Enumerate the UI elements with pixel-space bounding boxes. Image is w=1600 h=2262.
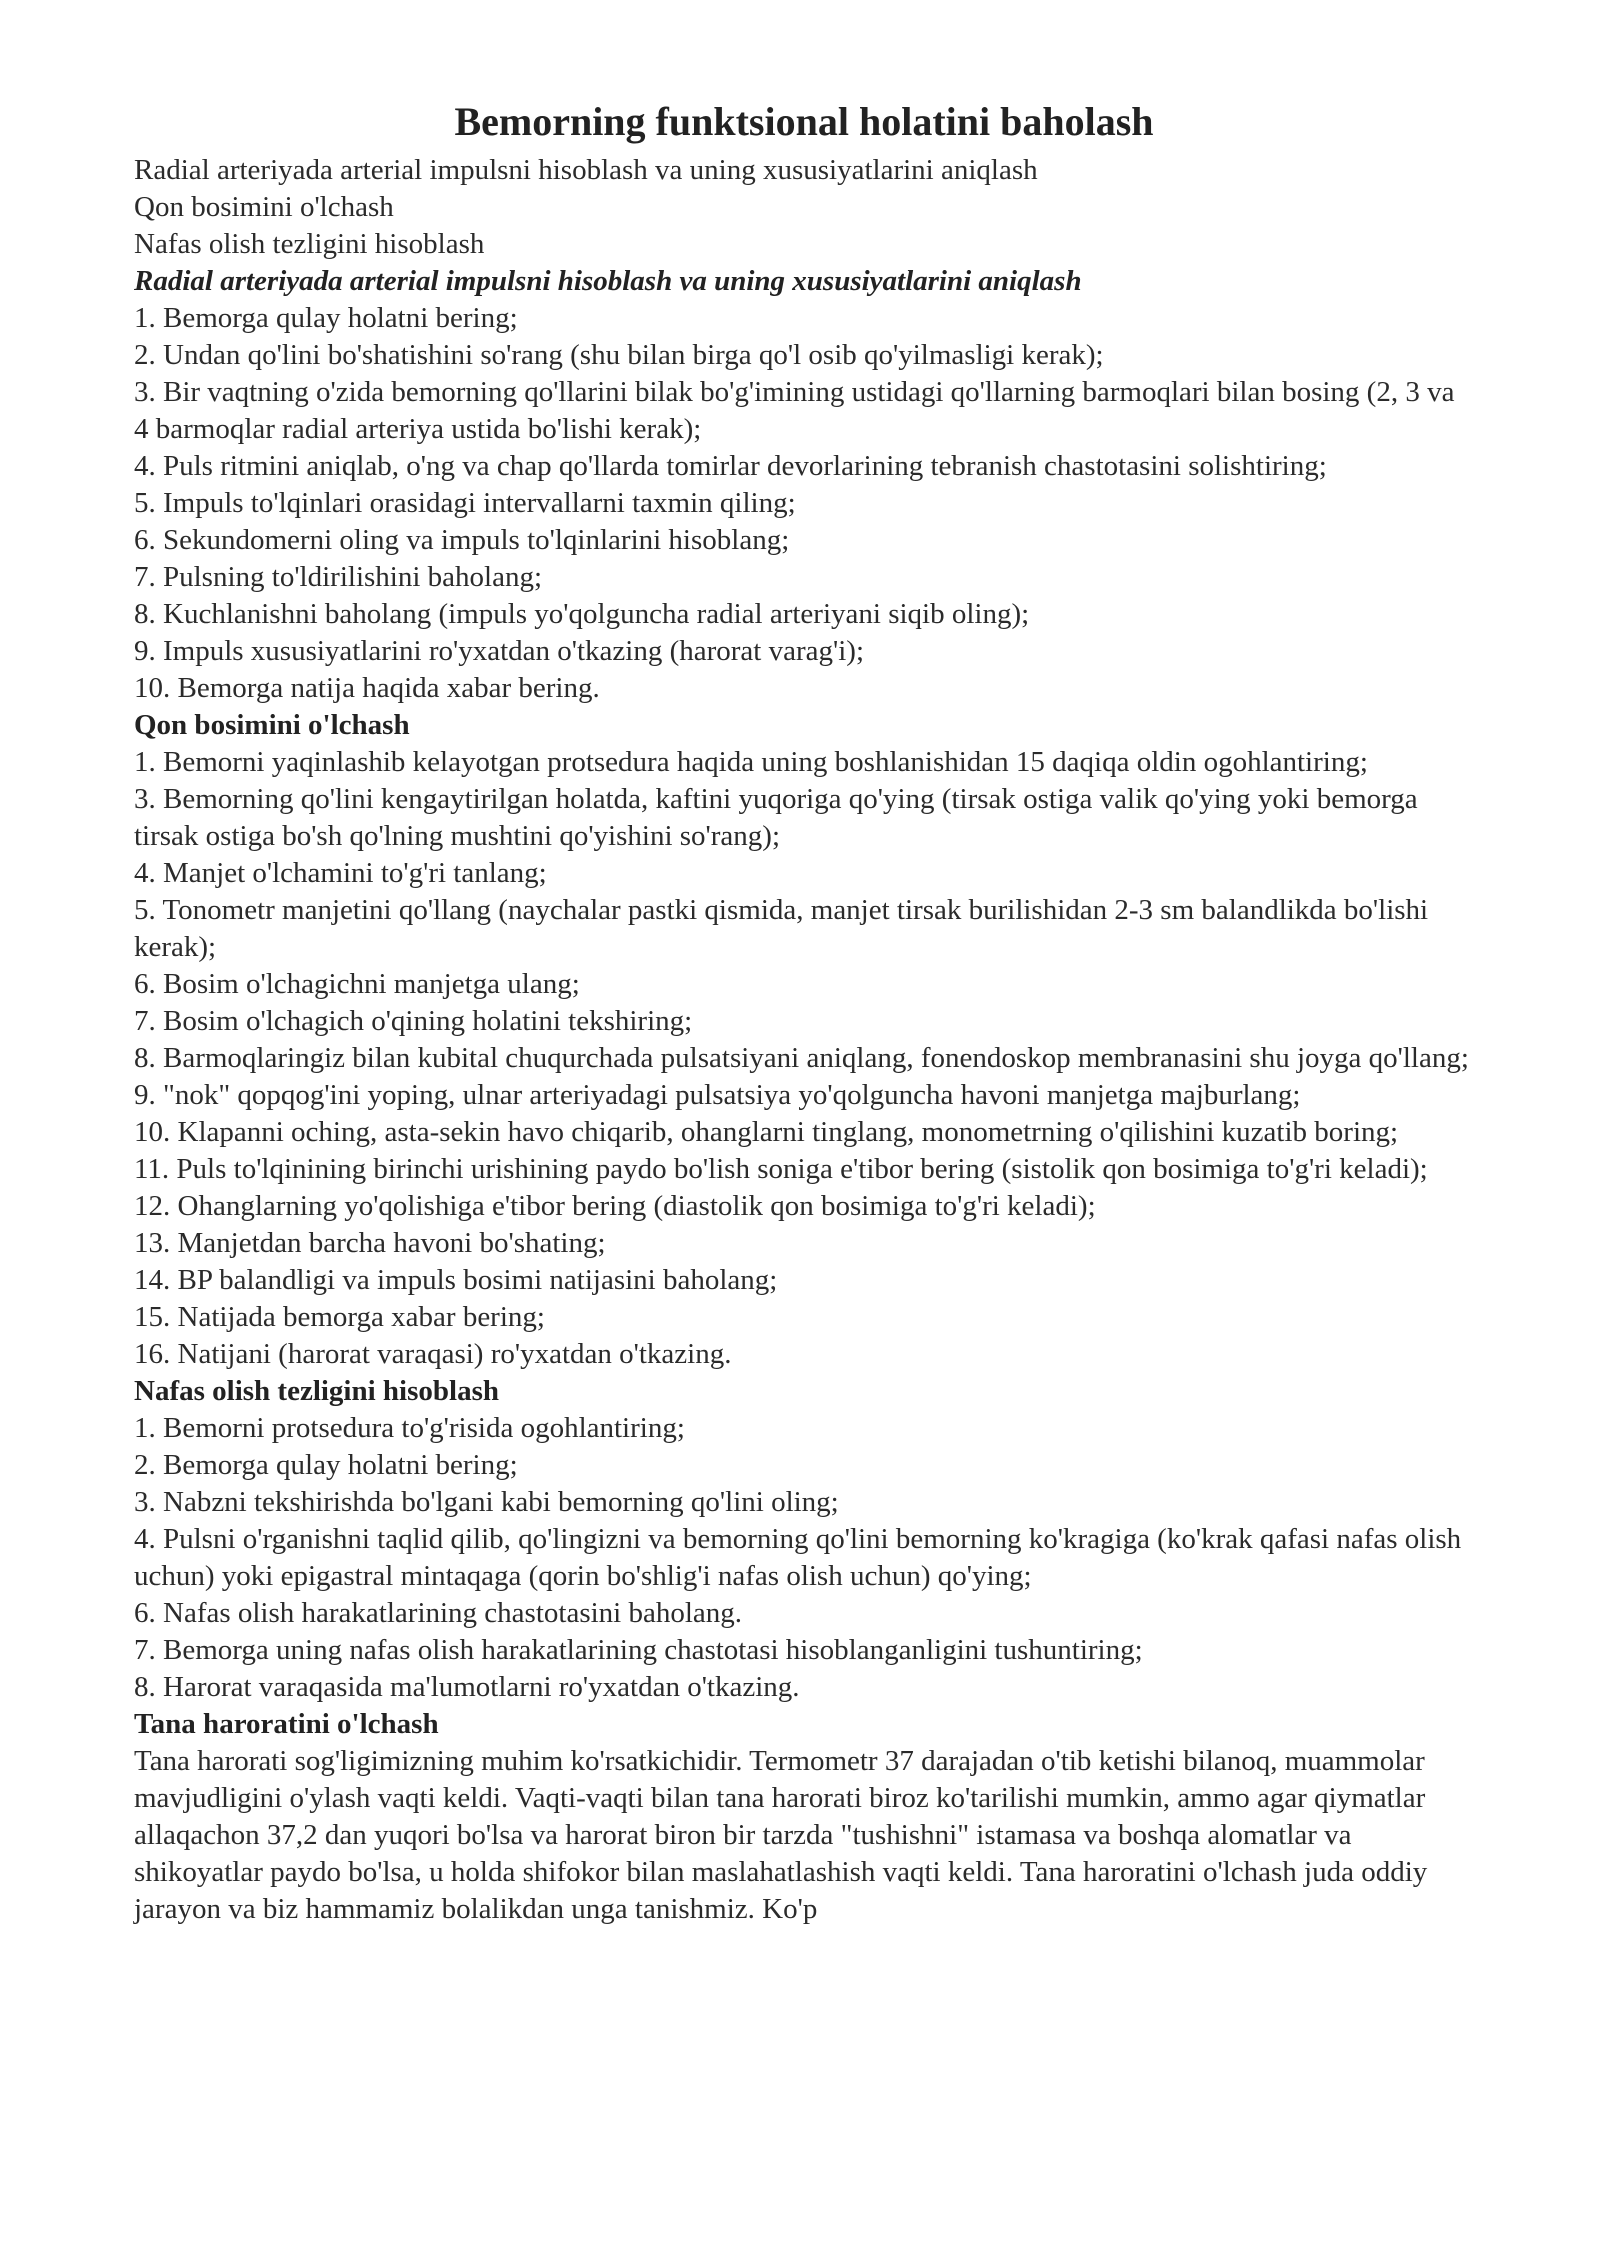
list-item: 3. Nabzni tekshirishda bo'lgani kabi bemorning qo'lini oling; [134,1486,839,1518]
list-item: 14. BP balandligi va impuls bosimi natijasini baholang; [134,1264,778,1296]
list-item: 5. Tonometr manjetini qo'llang (naychalar pastki qismida, manjet tirsak burilishidan 2-3 sm balandlikda bo'lishi kerak); [134,894,1429,963]
list-item: 2. Undan qo'lini bo'shatishini so'rang (shu bilan birga qo'l osib qo'yilmasligi kerak); [134,339,1104,371]
section-heading: Tana haroratini o'lchash [134,1708,439,1740]
toc-item: Radial arteriyada arterial impulsni hisoblash va uning xususiyatlarini aniqlash [134,154,1038,186]
list-item: 13. Manjetdan barcha havoni bo'shating; [134,1227,606,1259]
list-item: 7. Bosim o'lchagich o'qining holatini tekshiring; [134,1005,693,1037]
section-radial-pulse [134,263,1474,707]
document-content [134,96,1474,1928]
list-item: 16. Natijani (harorat varaqasi) ro'yxatdan o'tkazing. [134,1338,732,1370]
list-item: 9. Impuls xususiyatlarini ro'yxatdan o'tkazing (harorat varag'i); [134,635,864,667]
list-item: 11. Puls to'lqinining birinchi urishining paydo bo'lish soniga e'tibor bering (sistolik qon bosimiga to'g'ri keladi); [134,1153,1428,1185]
list-item: 10. Bemorga natija haqida xabar bering. [134,672,600,704]
section-body-temperature [134,1706,1474,1928]
list-item: 6. Sekundomerni oling va impuls to'lqinlarini hisoblang; [134,524,790,556]
section-blood-pressure [134,707,1474,1373]
list-item: 7. Pulsning to'ldirilishini baholang; [134,561,543,593]
list-item: 10. Klapanni oching, asta-sekin havo chiqarib, ohanglarni tinglang, monometrning o'qilishini kuzatib boring; [134,1116,1399,1148]
list-item: 6. Bosim o'lchagichni manjetga ulang; [134,968,580,1000]
list-item: 1. Bemorni yaqinlashib kelayotgan protsedura haqida uning boshlanishidan 15 daqiqa oldin ogohlantiring; [134,746,1368,778]
list-item: 1. Bemorga qulay holatni bering; [134,302,518,334]
body-paragraph: Tana harorati sog'ligimizning muhim ko'rsatkichidir. Termometr 37 darajadan o'tib ketishi bilanoq, muammolar mavjudligini o'ylash vaqti keldi. Vaqti-vaqti bilan tana harorati biroz ko'tarilishi mumkin, ammo agar qiymatlar allaqachon 37,2 dan yuqori bo'lsa va harorat biron bir tarzda "tushishni" istamasa va boshqa alomatlar va shikoyatlar paydo bo'lsa, u holda shifokor bilan maslahatlashish vaqti keldi. Tana haroratini o'lchash juda oddiy jarayon va biz hammamiz bolalikdan unga tanishmiz. Ko'p [134,1745,1428,1925]
list-item: 12. Ohanglarning yo'qolishiga e'tibor bering (diastolik qon bosimiga to'g'ri keladi); [134,1190,1096,1222]
toc-item: Nafas olish tezligini hisoblash [134,228,485,260]
list-item: 3. Bir vaqtning o'zida bemorning qo'llarini bilak bo'g'imining ustidagi qo'llarning barmoqlari bilan bosing (2, 3 va 4 barmoqlar radial arteriya ustida bo'lishi kerak); [134,376,1455,445]
section-heading: Radial arteriyada arterial impulsni hisoblash va uning xususiyatlarini aniqlash [134,265,1082,297]
document-title: Bemorning funktsional holatini baholash [454,99,1154,144]
list-item: 8. Barmoqlaringiz bilan kubital chuqurchada pulsatsiyani aniqlang, fonendoskop membranasini shu joyga qo'llang; [134,1042,1469,1074]
list-item: 15. Natijada bemorga xabar bering; [134,1301,545,1333]
list-item: 4. Manjet o'lchamini to'g'ri tanlang; [134,857,547,889]
toc-item: Qon bosimini o'lchash [134,191,394,223]
list-item: 7. Bemorga uning nafas olish harakatlarining chastotasi hisoblanganligini tushuntiring; [134,1634,1143,1666]
section-respiration-rate [134,1373,1474,1706]
section-heading: Qon bosimini o'lchash [134,709,410,741]
list-item: 8. Harorat varaqasida ma'lumotlarni ro'yxatdan o'tkazing. [134,1671,800,1703]
list-item: 4. Puls ritmini aniqlab, o'ng va chap qo'llarda tomirlar devorlarining tebranish chastotasini solishtiring; [134,450,1327,482]
list-item: 5. Impuls to'lqinlari orasidagi intervallarni taxmin qiling; [134,487,796,519]
list-item: 9. "nok" qopqog'ini yoping, ulnar arteriyadagi pulsatsiya yo'qolguncha havoni manjetga majburlang; [134,1079,1301,1111]
list-item: 3. Bemorning qo'lini kengaytirilgan holatda, kaftini yuqoriga qo'ying (tirsak ostiga valik qo'ying yoki bemorga tirsak ostiga bo'sh qo'lning mushtini qo'yishini so'rang); [134,783,1418,852]
list-item: 4. Pulsni o'rganishni taqlid qilib, qo'lingizni va bemorning qo'lini bemorning ko'kragiga (ko'krak qafasi nafas olish uchun) yoki epigastral mintaqaga (qorin bo'shlig'i nafas olish uchun) qo'ying; [134,1523,1462,1592]
list-item: 6. Nafas olish harakatlarining chastotasini baholang. [134,1597,743,1629]
list-item: 1. Bemorni protsedura to'g'risida ogohlantiring; [134,1412,685,1444]
list-item: 2. Bemorga qulay holatni bering; [134,1449,518,1481]
table-of-contents [134,152,1474,263]
section-heading: Nafas olish tezligini hisoblash [134,1375,499,1407]
list-item: 8. Kuchlanishni baholang (impuls yo'qolguncha radial arteriyani siqib oling); [134,598,1030,630]
